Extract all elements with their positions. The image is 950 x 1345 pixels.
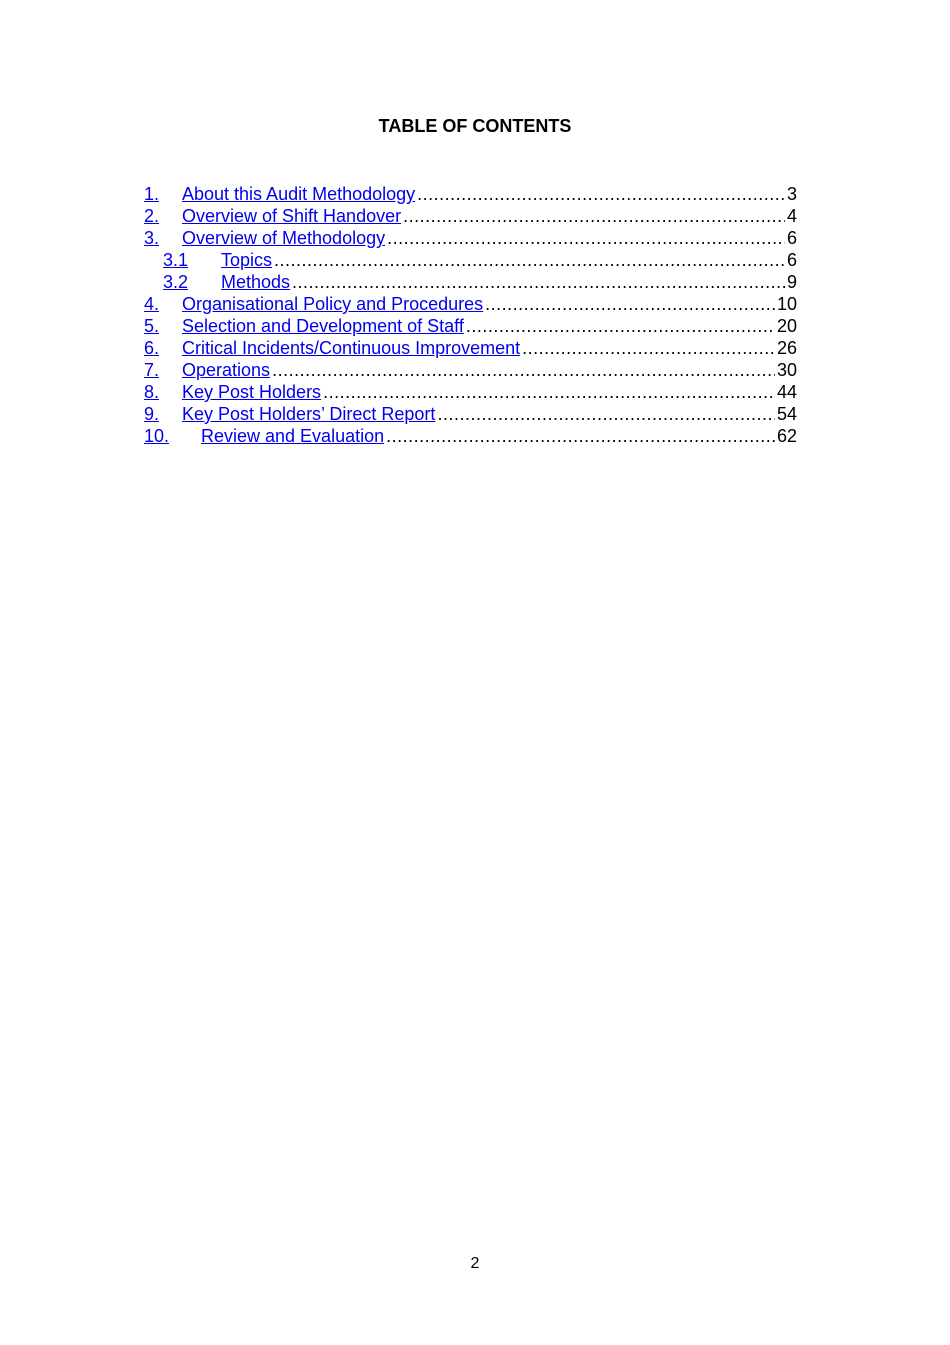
toc-entry-link[interactable]: Overview of Shift Handover bbox=[182, 206, 402, 226]
toc-page-number: 44 bbox=[776, 382, 797, 402]
toc-entry[interactable] bbox=[144, 425, 797, 447]
toc-entry-link[interactable]: About this Audit Methodology bbox=[182, 184, 416, 204]
toc-entry[interactable] bbox=[144, 315, 797, 337]
toc-subentry[interactable] bbox=[144, 249, 797, 271]
toc-page-number: 30 bbox=[776, 360, 797, 380]
toc-page-number: 6 bbox=[786, 250, 797, 270]
dot-leader bbox=[274, 249, 785, 271]
toc-page-number: 26 bbox=[776, 338, 797, 358]
dot-leader bbox=[403, 205, 785, 227]
toc-page-number: 4 bbox=[786, 206, 797, 226]
toc-entry-number[interactable]: 10. bbox=[144, 426, 170, 446]
toc-entry[interactable] bbox=[144, 359, 797, 381]
dot-leader bbox=[386, 425, 775, 447]
toc-entry-number[interactable]: 2. bbox=[144, 206, 160, 226]
toc-entry-link[interactable]: Key Post Holders bbox=[182, 382, 322, 402]
toc-entry[interactable] bbox=[144, 403, 797, 425]
toc-page-number: 9 bbox=[786, 272, 797, 292]
toc-page-number: 6 bbox=[786, 228, 797, 248]
toc-entry-link[interactable]: Critical Incidents/Continuous Improvement bbox=[182, 338, 521, 358]
toc-page-number: 3 bbox=[786, 184, 797, 204]
toc-subentry[interactable] bbox=[144, 271, 797, 293]
toc-entry[interactable] bbox=[144, 337, 797, 359]
toc-entry-link[interactable]: Overview of Methodology bbox=[182, 228, 386, 248]
toc-entry-number[interactable]: 7. bbox=[144, 360, 160, 380]
toc-entry-link[interactable]: Operations bbox=[182, 360, 271, 380]
dot-leader bbox=[417, 183, 785, 205]
toc-entry-number[interactable]: 6. bbox=[144, 338, 160, 358]
toc-entry-number[interactable]: 9. bbox=[144, 404, 160, 424]
toc-entry-link[interactable]: Key Post Holders’ Direct Report bbox=[182, 404, 436, 424]
dot-leader bbox=[323, 381, 775, 403]
toc-entry-number[interactable]: 3.1 bbox=[163, 250, 189, 270]
toc-entry-link[interactable]: Selection and Development of Staff bbox=[182, 316, 464, 336]
toc-entry-number[interactable]: 5. bbox=[144, 316, 160, 336]
toc-entry-number[interactable]: 3. bbox=[144, 228, 160, 248]
table-of-contents bbox=[144, 183, 797, 447]
toc-title: TABLE OF CONTENTS bbox=[378, 116, 572, 136]
toc-entry-number[interactable]: 8. bbox=[144, 382, 160, 402]
toc-entry[interactable] bbox=[144, 293, 797, 315]
toc-entry-number[interactable]: 4. bbox=[144, 294, 160, 314]
dot-leader bbox=[466, 315, 775, 337]
toc-entry-link[interactable]: Review and Evaluation bbox=[201, 426, 385, 446]
dot-leader bbox=[522, 337, 775, 359]
toc-page-number: 62 bbox=[776, 426, 797, 446]
dot-leader bbox=[485, 293, 775, 315]
dot-leader bbox=[292, 271, 785, 293]
toc-entry[interactable] bbox=[144, 381, 797, 403]
toc-entry-number[interactable]: 1. bbox=[144, 184, 160, 204]
toc-entry-number[interactable]: 3.2 bbox=[163, 272, 189, 292]
toc-page-number: 10 bbox=[776, 294, 797, 314]
toc-entry-link[interactable]: Topics bbox=[221, 250, 273, 270]
toc-entry[interactable] bbox=[144, 183, 797, 205]
toc-entry[interactable] bbox=[144, 227, 797, 249]
toc-page-number: 20 bbox=[776, 316, 797, 336]
toc-entry[interactable] bbox=[144, 205, 797, 227]
toc-entry-link[interactable]: Methods bbox=[221, 272, 291, 292]
page-number: 2 bbox=[470, 1255, 480, 1272]
dot-leader bbox=[272, 359, 775, 381]
toc-entry-link[interactable]: Organisational Policy and Procedures bbox=[182, 294, 484, 314]
dot-leader bbox=[437, 403, 775, 425]
dot-leader bbox=[387, 227, 785, 249]
toc-page-number: 54 bbox=[776, 404, 797, 424]
